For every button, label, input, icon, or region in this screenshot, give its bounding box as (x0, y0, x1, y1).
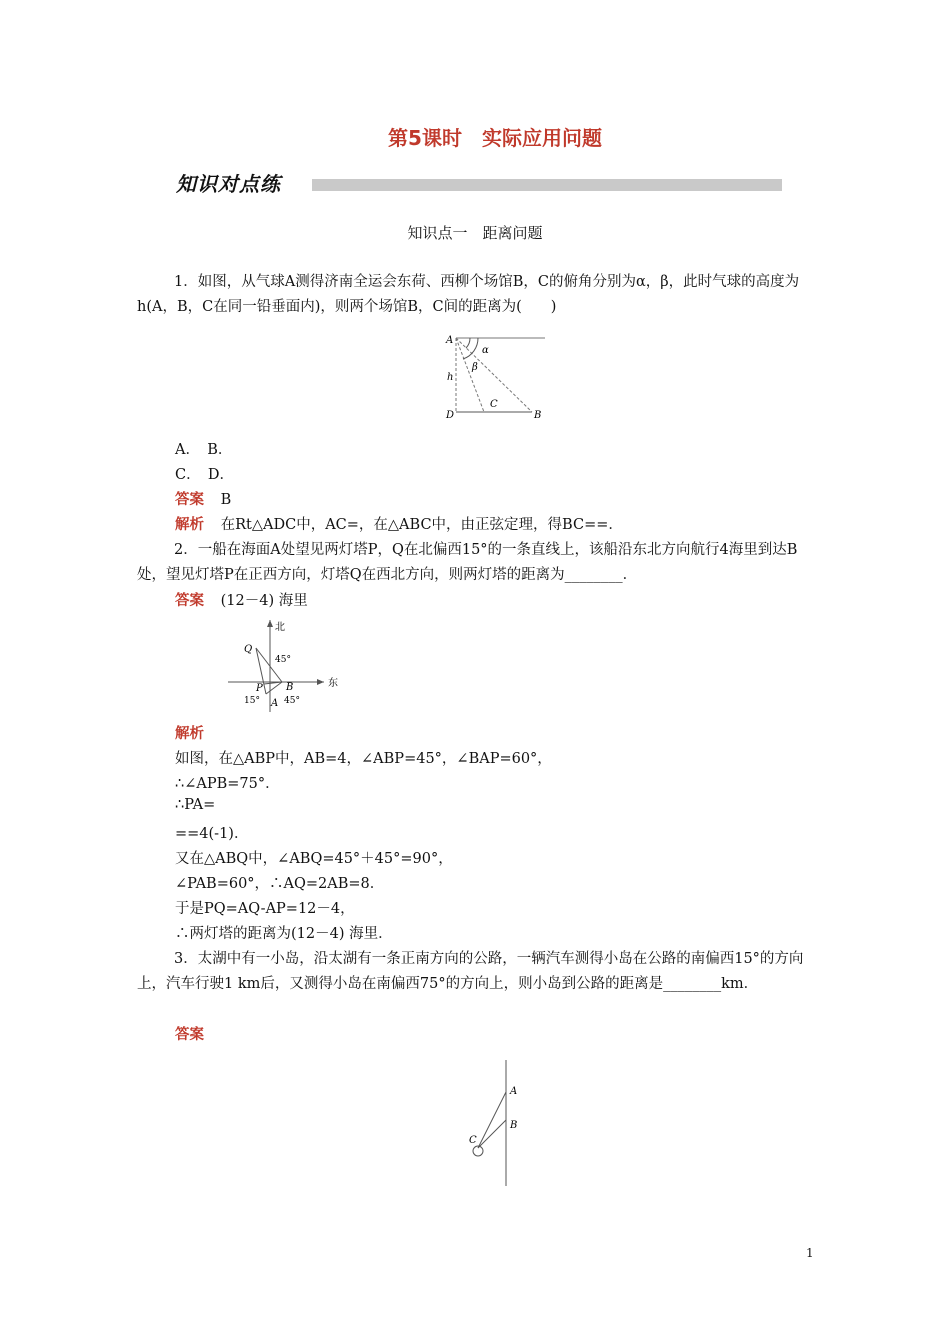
q1-options-ab: A． B． (175, 442, 233, 458)
svg-text:C: C (469, 1135, 477, 1146)
svg-text:D: D (446, 410, 455, 421)
svg-text:45°: 45° (284, 696, 300, 706)
svg-text:α: α (482, 345, 489, 356)
q3-answer-row (175, 1023, 204, 1044)
svg-text:北: 北 (275, 622, 285, 633)
page-number: 1 (806, 1246, 814, 1260)
q1-text: 1．如图，从气球A测得济南全运会东荷、西柳个场馆B，C的俯角分别为α，β，此时气球的高度为h(A，B，C在同一铅垂面内)，则两个场馆B，C间的距离为( ) (137, 274, 800, 315)
section-heading: 知识点一 距离问题 (407, 224, 543, 242)
q2-answer-row (175, 589, 308, 610)
q2-analysis-line: 于是PQ=AQ-AP=12－4， (175, 901, 355, 917)
svg-text:Q: Q (244, 644, 253, 655)
svg-text:A: A (446, 335, 454, 346)
analysis-label: 解析 (175, 517, 204, 533)
q2-analysis-line: 又在△ABQ中，∠ABQ=45°＋45°=90°， (175, 851, 453, 867)
q3-text: 3．太湖中有一小岛，沿太湖有一条正南方向的公路，一辆汽车测得小岛在公路的南偏西15°的方向上，汽车行驶1 km后，又测得小岛在南偏西75°的方向上，则小岛到公路的距离是________km． (137, 951, 804, 992)
q1-answer-row (175, 488, 231, 509)
svg-text:P: P (256, 683, 263, 694)
svg-text:东: 东 (328, 678, 338, 689)
q2-analysis-line: ∴∠APB=75°． (175, 776, 280, 792)
svg-text:B: B (534, 410, 542, 421)
q1-answer: B (220, 492, 232, 508)
q1-analysis: 在Rt△ADC中，AC=，在△ABC中，由正弦定理，得BC==． (220, 517, 623, 533)
answer-label: 答案 (175, 593, 204, 609)
svg-text:A: A (271, 698, 279, 709)
q1-figure (440, 332, 550, 424)
page-title: 第5课时 实际应用问题 (388, 126, 602, 150)
svg-text:15°: 15° (244, 696, 260, 706)
q2-analysis-line: ∴PA= (175, 797, 216, 813)
svg-text:B: B (286, 682, 294, 693)
q2-analysis-line: 如图，在△ABP中，AB=4，∠ABP=45°，∠BAP=60°， (175, 751, 552, 767)
svg-text:45°: 45° (275, 655, 291, 665)
answer-label: 答案 (175, 492, 204, 508)
q2-figure (228, 616, 348, 714)
svg-text:C: C (490, 399, 498, 410)
banner-bar (312, 179, 782, 191)
q2-answer: (12－4) 海里 (220, 593, 308, 609)
q2-analysis-line: ==4(-1)． (175, 826, 249, 842)
q2-analysis-line: ∴两灯塔的距离为(12－4) 海里． (175, 926, 393, 942)
answer-label: 答案 (175, 1027, 204, 1043)
q3-figure (460, 1058, 530, 1190)
q2-text: 2．一船在海面A处望见两灯塔P，Q在北偏西15°的一条直线上，该船沿东北方向航行4海里到达B处，望见灯塔P在正西方向，灯塔Q在西北方向，则两灯塔的距离为________． (137, 542, 798, 583)
q2-analysis-line: ∠PAB=60°，∴AQ=2AB=8． (175, 876, 385, 892)
q2-analysis-label: 解析 (175, 726, 204, 742)
svg-text:A: A (510, 1086, 518, 1097)
q1-analysis-row (175, 513, 623, 534)
svg-text:B: B (510, 1120, 518, 1131)
svg-text:h: h (447, 372, 454, 383)
banner-title: 知识对点练 (176, 172, 281, 196)
q1-options-cd: C． D． (175, 467, 234, 483)
svg-text:β: β (472, 362, 478, 373)
